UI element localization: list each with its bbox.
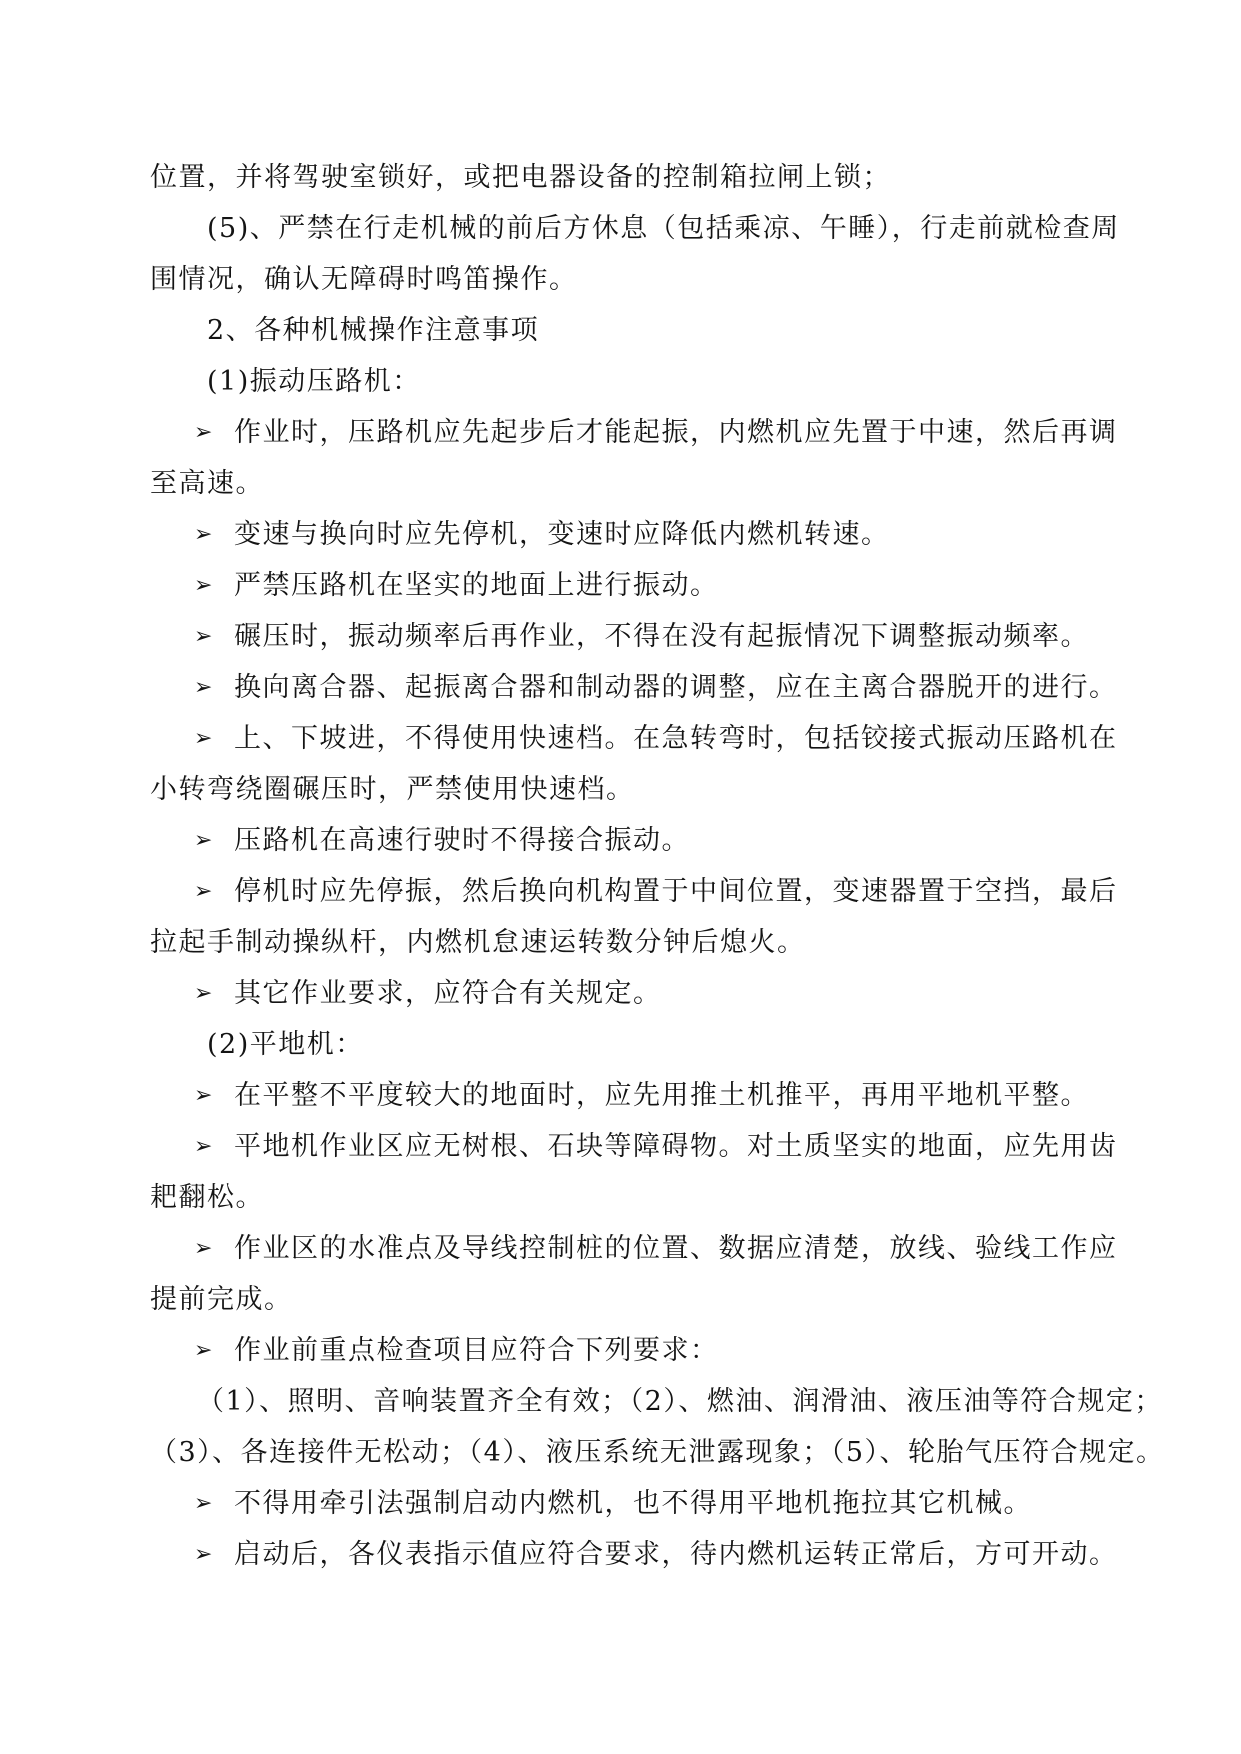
bullet-item (150, 1223, 1135, 1274)
bullet-item (150, 1325, 1135, 1376)
bullet-item (150, 713, 1135, 764)
paragraph-line: 小转弯绕圈碾压时，严禁使用快速档。 (150, 774, 635, 805)
arrow-bullet-icon: ➢ (194, 420, 213, 445)
bullet-text: 严禁压路机在坚实的地面上进行振动。 (234, 570, 719, 601)
arrow-bullet-icon: ➢ (194, 879, 213, 904)
paragraph-line: 拉起手制动操纵杆，内燃机怠速运转数分钟后熄火。 (150, 927, 806, 958)
arrow-bullet-icon: ➢ (194, 675, 213, 700)
arrow-bullet-icon: ➢ (194, 1083, 213, 1108)
paragraph-line: 位置，并将驾驶室锁好，或把电器设备的控制箱拉闸上锁； (150, 162, 891, 193)
bullet-text: 作业时，压路机应先起步后才能起振，内燃机应先置于中速，然后再调 (234, 417, 1118, 448)
bullet-text: 在平整不平度较大的地面时，应先用推土机推平，再用平地机平整。 (234, 1080, 1089, 1111)
bullet-text: 启动后，各仪表指示值应符合要求，待内燃机运转正常后，方可开动。 (234, 1539, 1118, 1570)
arrow-bullet-icon: ➢ (194, 1236, 213, 1261)
arrow-bullet-icon: ➢ (194, 573, 213, 598)
document-body (150, 152, 1165, 1580)
paragraph-line: 耙翻松。 (150, 1182, 264, 1213)
arrow-bullet-icon: ➢ (194, 981, 213, 1006)
bullet-text: 平地机作业区应无树根、石块等障碍物。对土质坚实的地面，应先用齿 (234, 1131, 1118, 1162)
subsection-heading: (1)振动压路机： (207, 366, 421, 397)
subsection-heading: (2)平地机： (207, 1029, 364, 1060)
bullet-item (150, 509, 1135, 560)
bullet-item (150, 1070, 1135, 1121)
arrow-bullet-icon: ➢ (194, 1491, 213, 1516)
paragraph-line: （1）、照明、音响装置齐全有效；（2）、燃油、润滑油、液压油等符合规定； (197, 1386, 1163, 1417)
paragraph-line: （3）、各连接件无松动；（4）、液压系统无泄露现象；（5）、轮胎气压符合规定。 (150, 1437, 1165, 1468)
bullet-text: 上、下坡进，不得使用快速档。在急转弯时，包括铰接式振动压路机在 (234, 723, 1118, 754)
bullet-item (150, 560, 1135, 611)
paragraph-line: (5)、严禁在行走机械的前后方休息（包括乘凉、午睡），行走前就检查周 (207, 213, 1120, 244)
bullet-text: 作业区的水准点及导线控制桩的位置、数据应清楚，放线、验线工作应 (234, 1233, 1118, 1264)
bullet-text: 变速与换向时应先停机，变速时应降低内燃机转速。 (234, 519, 890, 550)
paragraph-line: 围情况，确认无障碍时鸣笛操作。 (150, 264, 578, 295)
bullet-item (150, 407, 1135, 458)
bullet-text: 停机时应先停振，然后换向机构置于中间位置，变速器置于空挡，最后 (234, 876, 1118, 907)
bullet-item (150, 1121, 1135, 1172)
bullet-item (150, 1478, 1135, 1529)
bullet-item (150, 611, 1135, 662)
bullet-item (150, 815, 1135, 866)
arrow-bullet-icon: ➢ (194, 726, 213, 751)
bullet-item (150, 866, 1135, 917)
arrow-bullet-icon: ➢ (194, 1542, 213, 1567)
bullet-text: 压路机在高速行驶时不得接合振动。 (234, 825, 690, 856)
arrow-bullet-icon: ➢ (194, 828, 213, 853)
bullet-item (150, 968, 1135, 1019)
arrow-bullet-icon: ➢ (194, 624, 213, 649)
bullet-text: 不得用牵引法强制启动内燃机，也不得用平地机拖拉其它机械。 (234, 1488, 1032, 1519)
arrow-bullet-icon: ➢ (194, 522, 213, 547)
bullet-text: 碾压时，振动频率后再作业，不得在没有起振情况下调整振动频率。 (234, 621, 1089, 652)
paragraph-line: 提前完成。 (150, 1284, 293, 1315)
section-heading: 2、各种机械操作注意事项 (207, 315, 540, 346)
arrow-bullet-icon: ➢ (194, 1338, 213, 1363)
bullet-item (150, 1529, 1135, 1580)
paragraph-line: 至高速。 (150, 468, 264, 499)
bullet-text: 其它作业要求，应符合有关规定。 (234, 978, 662, 1009)
bullet-text: 作业前重点检查项目应符合下列要求： (234, 1335, 719, 1366)
bullet-item (150, 662, 1135, 713)
arrow-bullet-icon: ➢ (194, 1134, 213, 1159)
bullet-text: 换向离合器、起振离合器和制动器的调整，应在主离合器脱开的进行。 (234, 672, 1118, 703)
